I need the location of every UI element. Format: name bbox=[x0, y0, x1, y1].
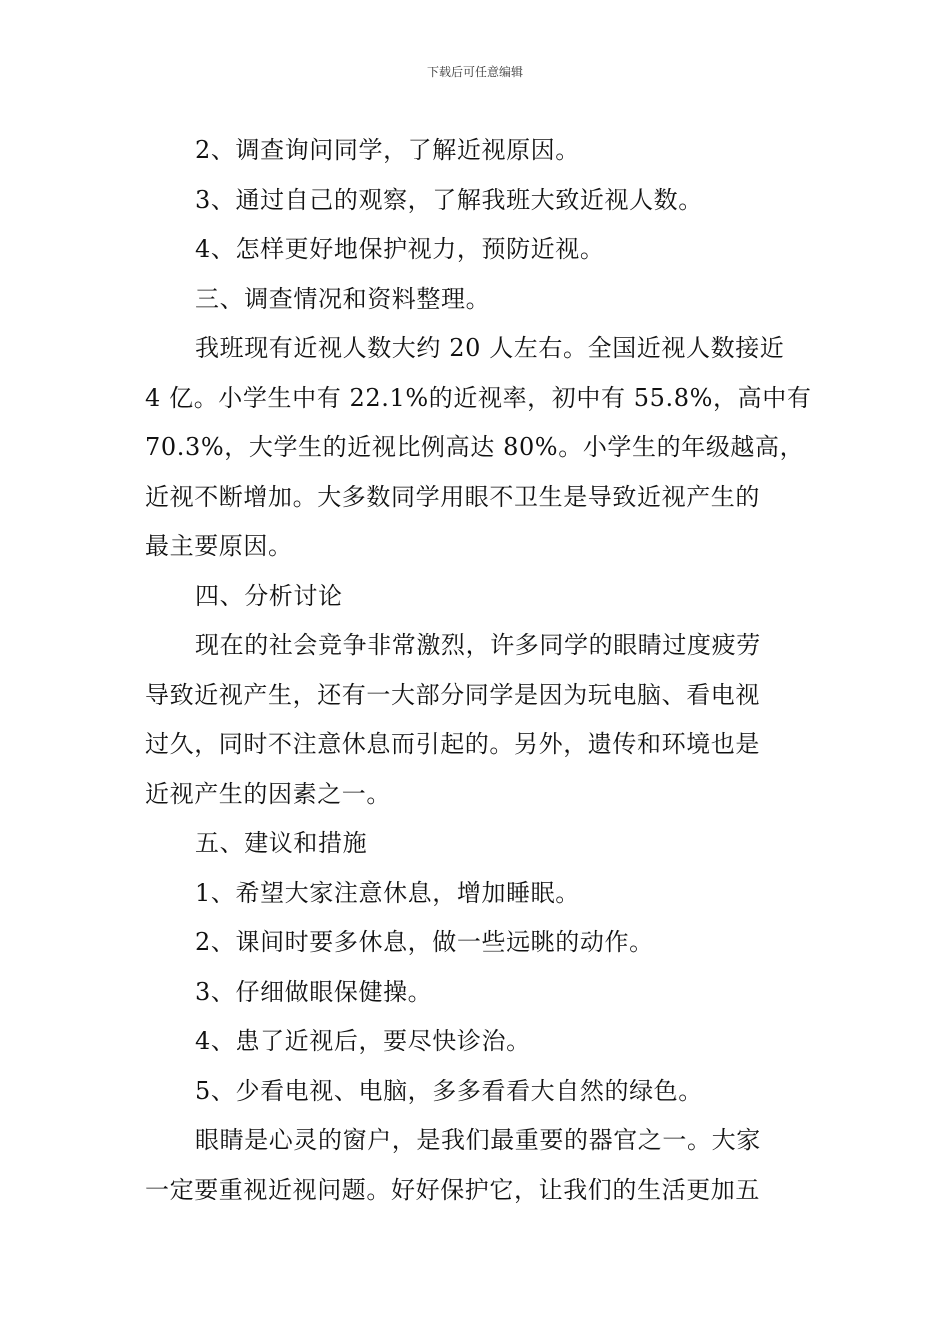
text-line: 3、通过自己的观察，了解我班大致近视人数。 bbox=[195, 185, 703, 214]
text-line: 我班现有近视人数大约 20 人左右。全国近视人数接近 bbox=[195, 334, 785, 362]
list-item: 5、少看电视、电脑，多多看看大自然的绿色。 bbox=[195, 1076, 703, 1105]
text-line: 4、怎样更好地保护视力，预防近视。 bbox=[195, 235, 605, 263]
text-line: 过久，同时不注意休息而引起的。另外，遗传和环境也是 bbox=[145, 730, 760, 758]
list-item: 2、课间时要多休息，做一些远眺的动作。 bbox=[195, 928, 654, 956]
text-line: 近视不断增加。大多数同学用眼不卫生是导致近视产生的 bbox=[145, 482, 760, 511]
text-line: 最主要原因。 bbox=[145, 532, 293, 560]
text-line: 近视产生的因素之一。 bbox=[145, 779, 391, 808]
text-line: 70.3%，大学生的近视比例高达 80%。小学生的年级越高， bbox=[145, 433, 805, 461]
section-heading: 四、分析讨论 bbox=[195, 581, 343, 610]
section-heading: 五、建议和措施 bbox=[195, 829, 368, 857]
list-item: 3、仔细做眼保健操。 bbox=[195, 977, 433, 1006]
text-line: 眼睛是心灵的窗户，是我们最重要的器官之一。大家 bbox=[195, 1126, 761, 1154]
text-line: 现在的社会竞争非常激烈，许多同学的眼睛过度疲劳 bbox=[195, 631, 761, 659]
list-item: 1、希望大家注意休息，增加睡眠。 bbox=[195, 878, 580, 907]
list-item: 4、患了近视后，要尽快诊治。 bbox=[195, 1027, 531, 1055]
document-body bbox=[145, 126, 812, 1215]
section-heading: 三、调查情况和资料整理。 bbox=[195, 284, 491, 313]
text-line: 4 亿。小学生中有 22.1%的近视率，初中有 55.8%，高中有 bbox=[145, 383, 812, 412]
page-header-note: 下载后可任意编辑 bbox=[426, 65, 523, 79]
text-line: 一定要重视近视问题。好好保护它，让我们的生活更加五 bbox=[145, 1175, 760, 1204]
text-line: 2、调查询问同学，了解近视原因。 bbox=[195, 136, 580, 164]
text-line: 导致近视产生，还有一大部分同学是因为玩电脑、看电视 bbox=[145, 680, 760, 709]
